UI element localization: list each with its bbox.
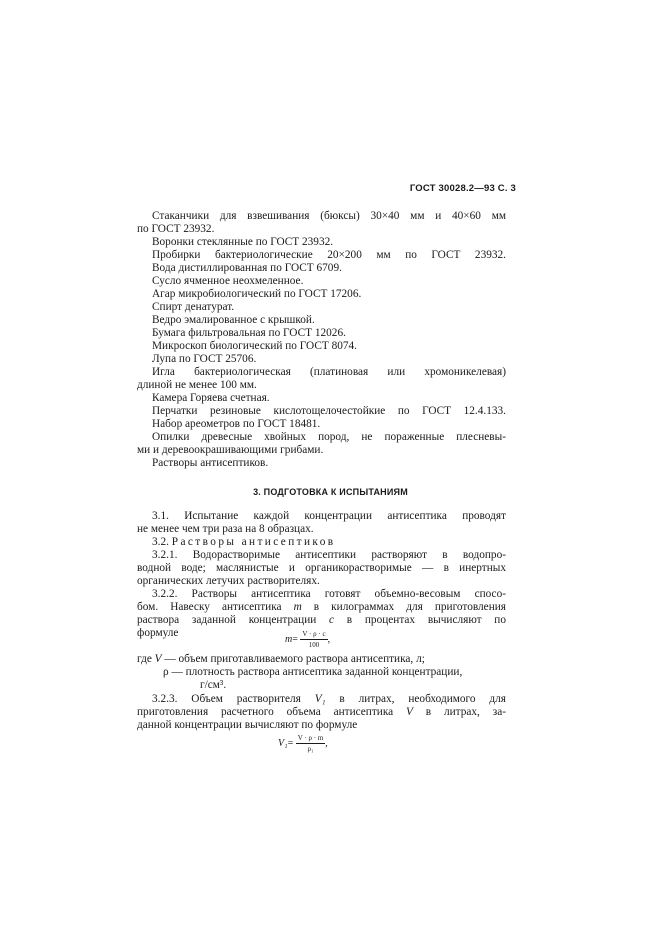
formula-v1: V₁= $\frac{V \cdot \rho \cdot m}{\text{ρ₁}}$ , — [278, 734, 328, 753]
where-line: г/см³. — [200, 679, 227, 691]
paragraph-3-2-3-line: 3.2.3. Объем растворителя V₁ в литрах, необходимого для — [152, 693, 506, 705]
list-item: Сусло ячменное неохмеленное. — [152, 275, 304, 287]
paragraph-3-2-3-line: данной концентрации вычисляют по формуле — [137, 719, 358, 731]
list-item: Набор ареометров по ГОСТ 18481. — [152, 418, 321, 430]
list-item: Воронки стеклянные по ГОСТ 23932. — [152, 236, 334, 248]
paragraph-3-1-line: 3.1. Испытание каждой концентрации антисептика проводят — [152, 510, 506, 522]
formula-fraction: $\frac{V \cdot \rho \cdot m}{\text{ρ₁}}$ — [297, 734, 324, 753]
list-item: Опилки древесные хвойных пород, не пораженные плесневы- — [152, 431, 506, 443]
formula-fraction: $\frac{V \cdot \rho \cdot c}{100}$ — [302, 630, 326, 649]
subsection-3-2-title — [152, 536, 336, 549]
list-item: Бумага фильтровальная по ГОСТ 12026. — [152, 327, 346, 339]
paragraph-3-1-line: не менее чем три раза на 8 образцах. — [137, 523, 314, 535]
paragraph-3-2-1-line: 3.2.1. Водорастворимые антисептики растворяют в водопро- — [152, 549, 506, 561]
list-item: Растворы антисептиков. — [152, 457, 269, 469]
where-line: ρ — плотность раствора антисептика заданной концентрации, — [163, 666, 463, 678]
list-item: Пробирки бактериологические 20×200 мм по ГОСТ 23932. — [152, 249, 506, 261]
paragraph-3-2-2-line: формуле — [137, 627, 179, 639]
list-item: ми и деревоокрашивающими грибами. — [137, 444, 324, 456]
formula-lhs: m — [285, 633, 293, 645]
formula-lhs: V₁ — [278, 737, 288, 749]
list-item: Микроскоп биологический по ГОСТ 8074. — [152, 340, 357, 352]
list-item: Ведро эмалированное с крышкой. — [152, 314, 315, 326]
paragraph-3-2-1-line: водной воде; маслянистые и органикорастворимые — в инертных — [137, 562, 506, 574]
list-item: Стаканчики для взвешивания (бюксы) 30×40 мм и 40×60 мм — [152, 210, 506, 222]
paragraph-3-2-2-line: 3.2.2. Растворы антисептика готовят объемно-весовым спосо- — [152, 588, 506, 600]
list-item: Камера Горяева счетная. — [152, 392, 270, 404]
formula-m: m= $\frac{V \cdot \rho \cdot c}{100}$ , — [285, 630, 331, 649]
list-item: длиной не менее 100 мм. — [137, 379, 257, 391]
subsection-title: Растворы антисептиков — [171, 536, 336, 548]
paragraph-3-2-1-line: органических летучих растворителях. — [137, 575, 320, 587]
list-item: Игла бактериологическая (платиновая или хромоникелевая) — [152, 366, 506, 378]
list-item: по ГОСТ 23932. — [137, 223, 215, 235]
subsection-number: 3.2. — [152, 536, 169, 548]
paragraph-3-2-3-line: приготовления расчетного объема антисептика V в литрах, за- — [137, 706, 506, 718]
paragraph-3-2-2-line: бом. Навеску антисептика m в килограммах для приготовления — [137, 601, 506, 613]
list-item: Агар микробиологический по ГОСТ 17206. — [152, 288, 362, 300]
list-item: Спирт денатурат. — [152, 301, 235, 313]
list-item: Перчатки резиновые кислотощелочестойкие по ГОСТ 12.4.133. — [152, 405, 506, 417]
list-item: Вода дистиллированная по ГОСТ 6709. — [152, 262, 342, 274]
section-title: 3. ПОДГОТОВКА К ИСПЫТАНИЯМ — [253, 487, 408, 497]
where-line: где V — объем приготавливаемого раствора антисептика, л; — [137, 653, 425, 665]
list-item: Лупа по ГОСТ 25706. — [152, 353, 257, 365]
page-header: ГОСТ 30028.2—93 С. 3 — [409, 183, 516, 194]
paragraph-3-2-2-line: раствора заданной концентрации c в процентах вычисляют по — [137, 614, 506, 626]
